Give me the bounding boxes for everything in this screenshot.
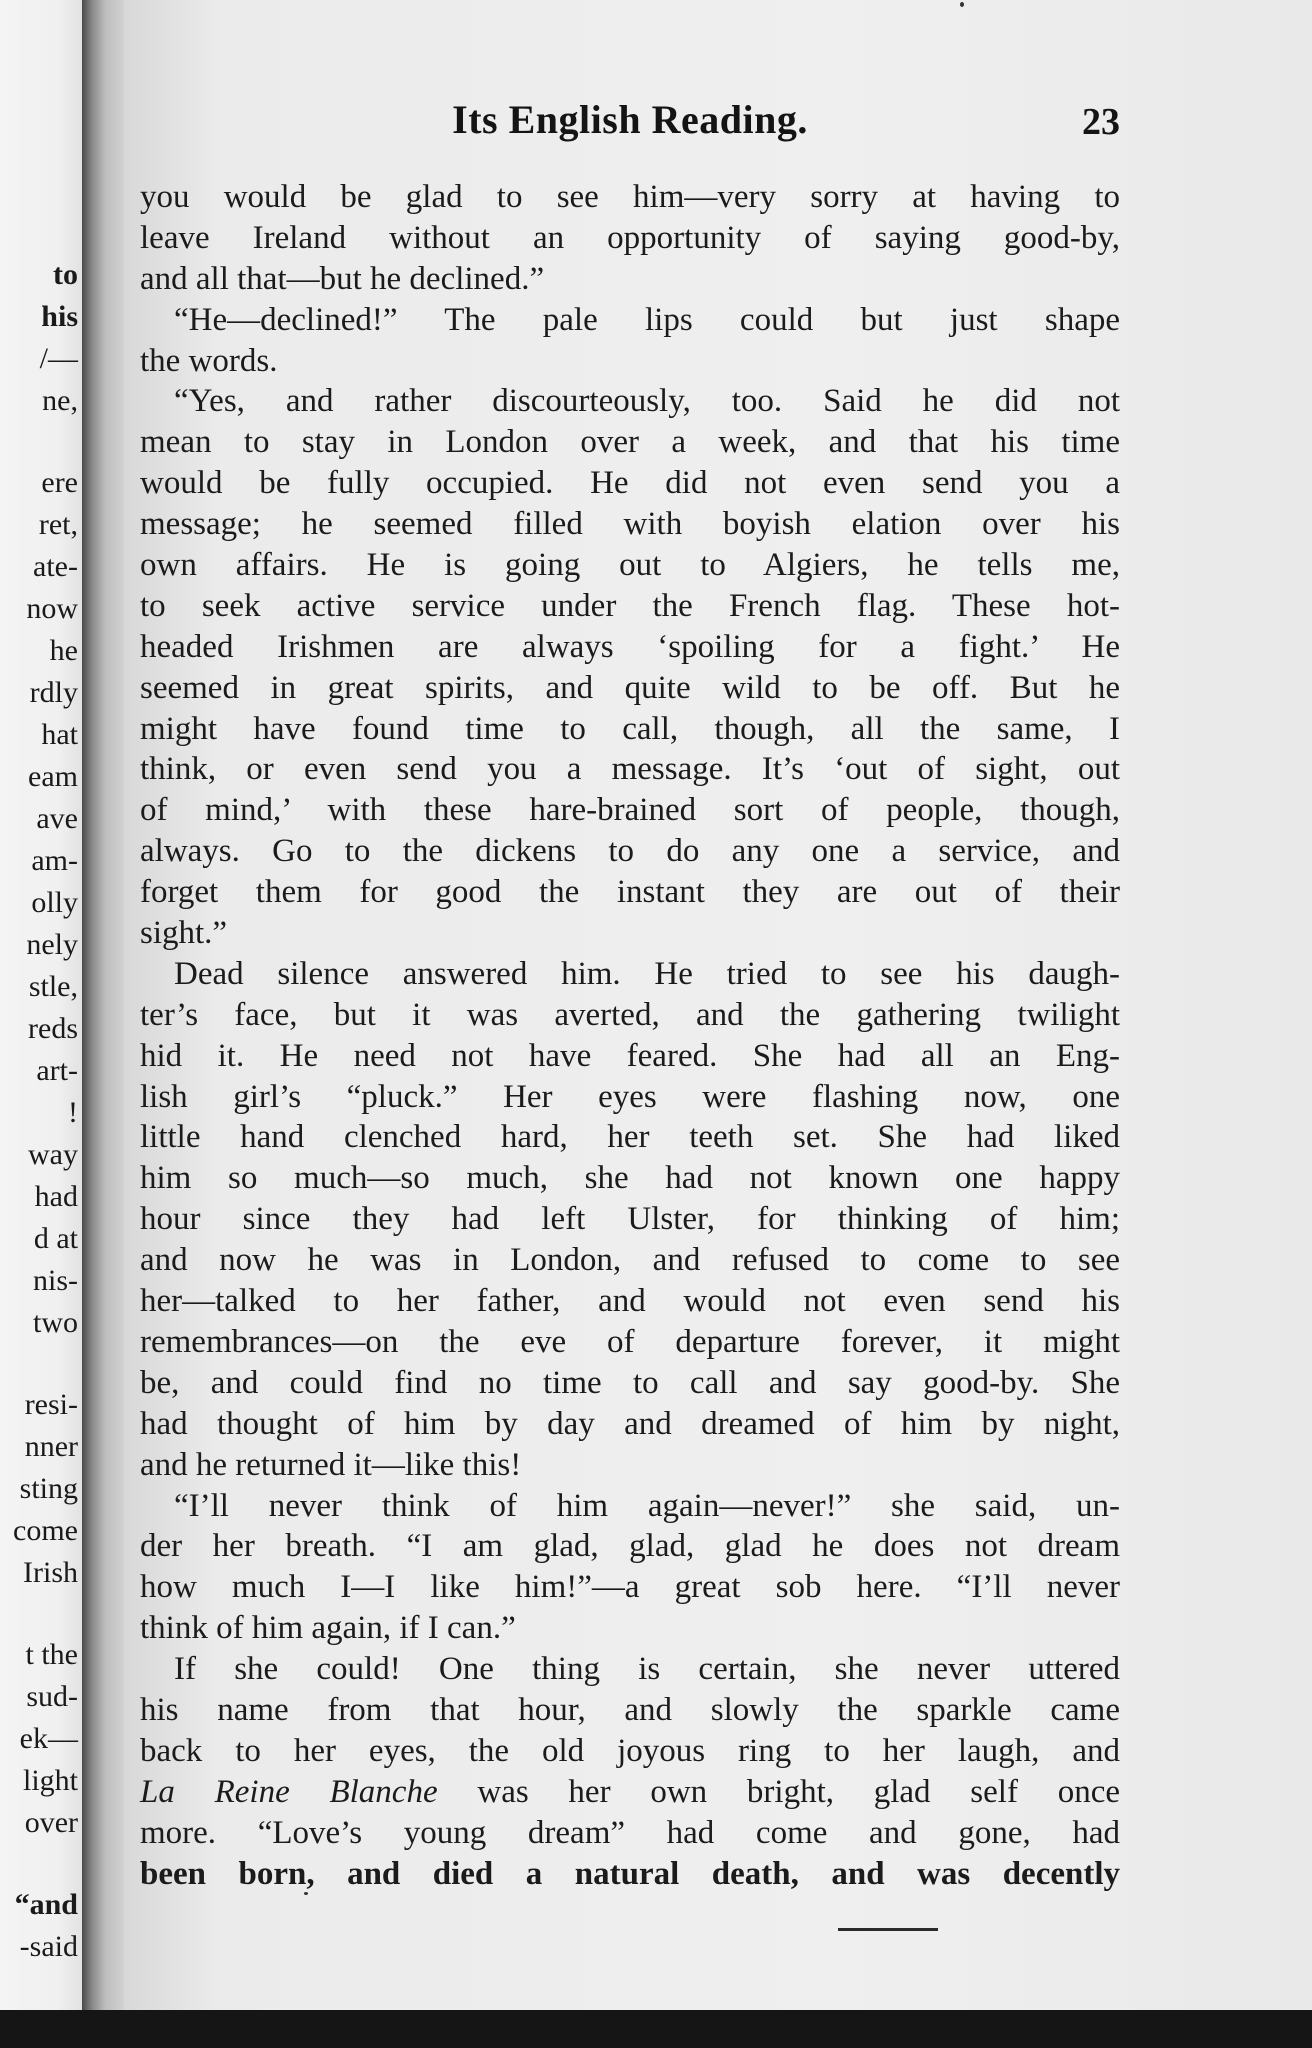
text-line: “Yes, and rather discourteously, too. Said he did not [174,383,1120,420]
text-line: her—talked to her father, and would not even send his [140,1283,1120,1320]
facing-page-fragment: way [28,1138,78,1171]
text-line: headed Irishmen are always ‘spoiling for a fight.’ He [140,628,1120,665]
facing-page-fragment: ne, [42,384,78,417]
facing-page-edge [0,0,82,2010]
text-line: and he returned it—like this! [140,1446,522,1483]
text-line: seemed in great spirits, and quite wild to be off. But he [140,669,1120,706]
text-line: of mind,’ with these hare-brained sort of people, though, [140,792,1120,829]
text-line: how much I—I like him!”—a great sob here. “I’ll never [140,1569,1120,1606]
text-line: always. Go to the dickens to do any one a service, and [140,833,1120,870]
text-line: and now he was in London, and refused to come to see [140,1242,1120,1279]
facing-page-fragment: nis- [33,1264,78,1297]
book-gutter [82,0,124,2010]
facing-page-fragment: ! [68,1096,78,1129]
facing-page-fragment: olly [31,886,78,919]
facing-page-fragment: stle, [28,970,78,1003]
running-title: Its English Reading. [452,97,808,142]
text-line: own affairs. He is going out to Algiers, he tells me, [140,547,1120,584]
text-line: hid it. He need not have feared. She had all an Eng- [140,1037,1120,1074]
text-line: back to her eyes, the old joyous ring to her laugh, and [140,1732,1120,1769]
text-line: sight.” [140,915,228,952]
decorative-rule [838,1928,938,1931]
text-line: Dead silence answered him. He tried to see his daugh- [174,955,1120,992]
facing-page-fragment: Irish [23,1556,78,1589]
text-line: be, and could find no time to call and say good-by. She [140,1364,1120,1401]
facing-page-fragment: to [53,258,78,291]
text-line: you would be glad to see him—very sorry at having to [140,179,1120,215]
facing-page-fragment: two [33,1306,78,1339]
facing-page-fragment: “and [14,1888,78,1921]
facing-page-fragment: resi- [24,1388,78,1421]
text-line: leave Ireland without an opportunity of saying good-by, [140,219,1120,256]
facing-page-fragment: he [49,634,78,667]
text-line: might have found time to call, though, all the same, I [140,710,1120,747]
facing-page-fragment: eam [28,760,78,793]
text-line: forget them for good the instant they are out of their [140,874,1120,911]
facing-page-fragment: nely [26,928,78,961]
text-line: lish girl’s “pluck.” Her eyes were flashing now, one [140,1078,1120,1115]
text-line: think of him again, if I can.” [140,1610,516,1647]
facing-page-fragment: ek— [19,1722,78,1755]
text-line: think, or even send you a message. It’s ‘out of sight, out [140,751,1120,788]
text-line: would be fully occupied. He did not even send you a [140,465,1120,502]
text-line: the words. [140,342,278,379]
facing-page-fragment: ret, [38,508,78,541]
facing-page-fragment: his [41,300,78,333]
facing-page-fragment: t the [25,1638,78,1671]
facing-page-fragment: /— [39,342,78,375]
text-line: La Reine Blanche was her own bright, glad self once [140,1773,1121,1810]
page-number: 23 [1082,101,1120,143]
body-text [140,177,1120,1894]
text-line: had thought of him by day and dreamed of him by night, [140,1405,1120,1442]
text-line: If she could! One thing is certain, she never uttered [174,1651,1120,1688]
text-line: and all that—but he declined.” [140,260,545,297]
facing-page-fragment: ate- [33,550,78,583]
text-line: him so much—so much, she had not known one happy [140,1160,1120,1197]
facing-page-fragment: art- [36,1054,78,1087]
text-line: “He—declined!” The pale lips could but just shape [174,301,1120,338]
text-line: ter’s face, but it was averted, and the gathering twilight [140,996,1120,1033]
facing-page-fragment: sting [19,1472,78,1505]
text-line: mean to stay in London over a week, and that his time [140,424,1120,461]
text-line: more. “Love’s young dream” had come and gone, had [140,1814,1120,1851]
facing-page-fragment: come [13,1514,78,1547]
text-line: der her breath. “I am glad, glad, glad he does not dream [140,1528,1120,1565]
facing-page-fragment: over [24,1806,78,1839]
facing-page-fragment: reds [28,1012,78,1045]
text-line: to seek active service under the French flag. These hot- [140,587,1120,624]
text-line: his name from that hour, and slowly the sparkle came [140,1691,1120,1728]
text-line: “I’ll never think of him again—never!” she said, un- [174,1487,1120,1524]
facing-page-fragment: nner [24,1430,78,1463]
text-line: remembrances—on the eve of departure forever, it might [140,1323,1120,1360]
facing-page-fragment: -said [19,1930,78,1963]
facing-page-fragment: ere [41,466,78,499]
facing-page-fragment: had [34,1180,78,1213]
scanner-border [0,2010,1312,2048]
text-line: message; he seemed filled with boyish elation over his [140,506,1120,543]
text-line: been born, and died a natural death, and was decently [140,1855,1120,1892]
facing-page-fragment: sud- [26,1680,78,1713]
facing-page-fragment: now [26,592,78,625]
facing-page-fragment: hat [41,718,78,751]
facing-page-fragment: am- [31,844,78,877]
text-line: little hand clenched hard, her teeth set. She had liked [140,1119,1120,1156]
facing-page-fragment: d at [33,1222,78,1255]
facing-page-fragment: rdly [29,676,78,709]
facing-page-fragment: light [22,1764,78,1797]
text-line: hour since they had left Ulster, for thinking of him; [140,1201,1120,1238]
ink-fleck [960,2,964,7]
facing-page-fragment: ave [36,802,78,835]
page-header [140,96,1120,146]
